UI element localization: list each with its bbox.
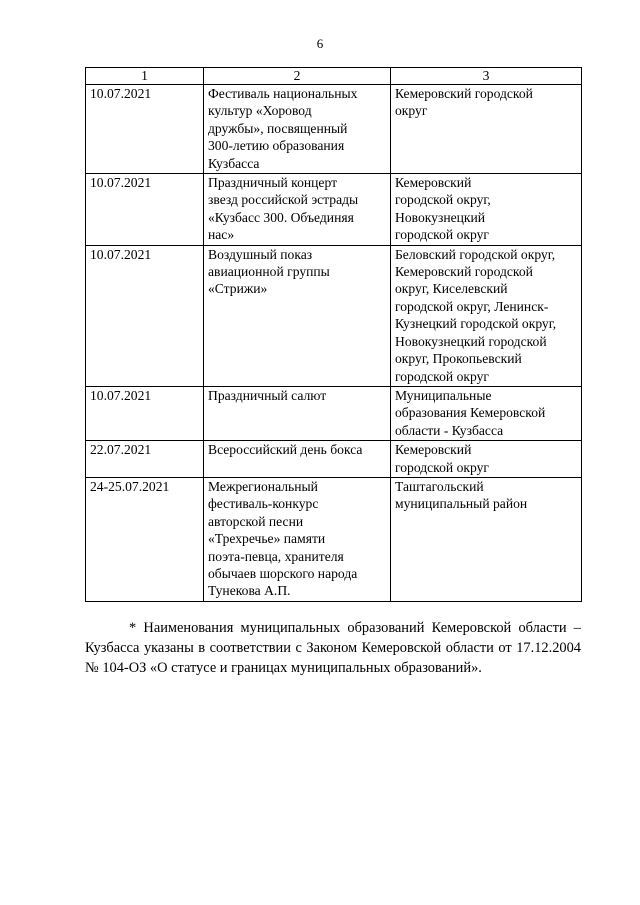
date-cell: 10.07.2021	[86, 174, 204, 246]
event-cell: Всероссийский день бокса	[204, 441, 391, 478]
event-cell: Межрегиональный фестиваль-конкурс авторской песни «Трехречье» памяти поэта-певца, хранителя обычаев шорского народа Тунекова А.П.	[204, 477, 391, 601]
date-cell: 10.07.2021	[86, 85, 204, 174]
place-cell: Кемеровский городской округ	[391, 441, 582, 478]
date-cell: 22.07.2021	[86, 441, 204, 478]
table-row	[86, 245, 582, 386]
column-header-3: 3	[391, 68, 582, 85]
date-cell: 10.07.2021	[86, 245, 204, 386]
table-header-row	[86, 68, 582, 85]
place-cell: Беловский городской округ, Кемеровский городской округ, Киселевский городской округ, Ленинск- Кузнецкий городской округ, Новокузнецкий городской округ, Прокопьевский городской округ	[391, 245, 582, 386]
column-header-2: 2	[204, 68, 391, 85]
place-cell: Кемеровский городской округ	[391, 85, 582, 174]
table-row	[86, 441, 582, 478]
table-row	[86, 386, 582, 440]
place-cell: Муниципальные образования Кемеровской области - Кузбасса	[391, 386, 582, 440]
place-cell: Таштагольский муниципальный район	[391, 477, 582, 601]
table-row	[86, 174, 582, 246]
event-cell: Праздничный салют	[204, 386, 391, 440]
place-cell: Кемеровский городской округ, Новокузнецкий городской округ	[391, 174, 582, 246]
date-cell: 10.07.2021	[86, 386, 204, 440]
column-header-1: 1	[86, 68, 204, 85]
events-table	[85, 67, 582, 602]
table-row	[86, 477, 582, 601]
table-row	[86, 85, 582, 174]
date-cell: 24-25.07.2021	[86, 477, 204, 601]
event-cell: Воздушный показ авиационной группы «Стрижи»	[204, 245, 391, 386]
event-cell: Фестиваль национальных культур «Хоровод дружбы», посвященный 300-летию образования Кузбасса	[204, 85, 391, 174]
footnote: * Наименования муниципальных образований Кемеровской области – Кузбасса указаны в соответствии с Законом Кемеровской области от 17.12.2004 № 104-ОЗ «О статусе и границах муниципальных образований».	[85, 620, 581, 676]
page-number: 6	[316, 36, 324, 51]
event-cell: Праздничный концерт звезд российской эстрады «Кузбасс 300. Объединяя нас»	[204, 174, 391, 246]
